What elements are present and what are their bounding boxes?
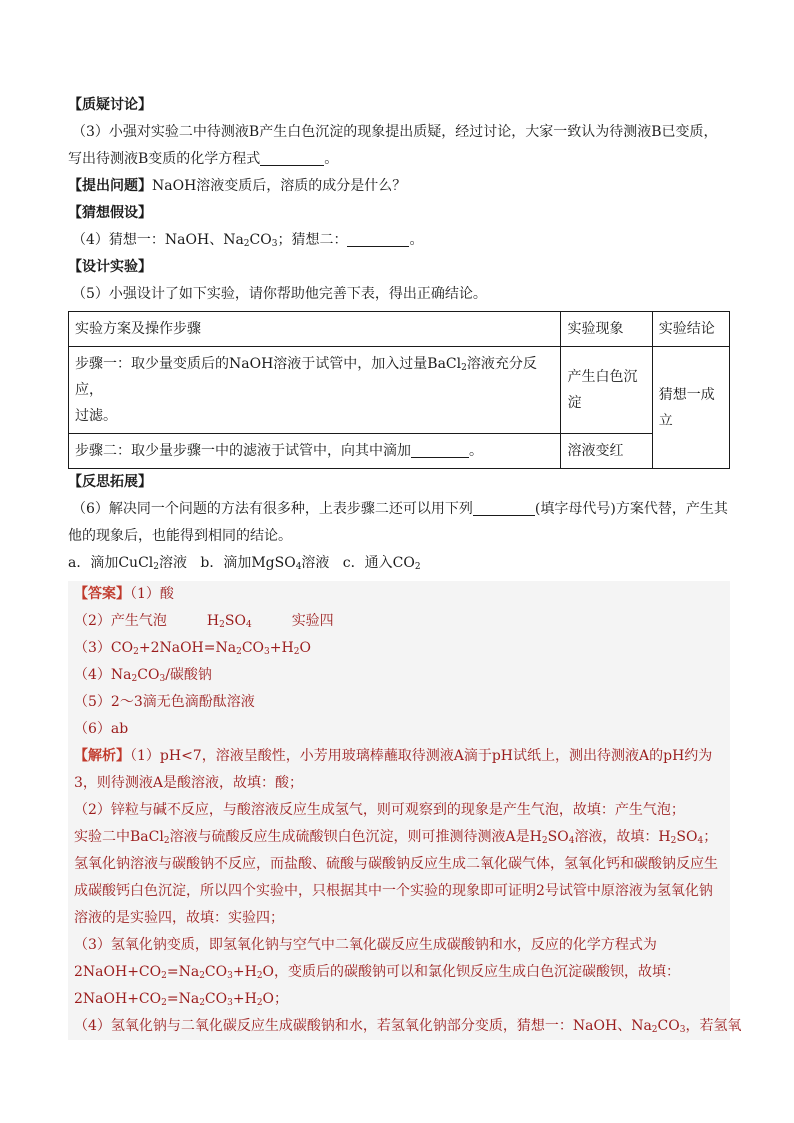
table-cell-conclusion: 猜想一成立 — [652, 347, 729, 469]
answer-blank-q5[interactable] — [411, 442, 469, 458]
table-cell-phenomenon1: 产生白色沉淀 — [561, 347, 652, 434]
document-page — [68, 92, 742, 1040]
table-row — [69, 347, 730, 434]
question-6-line2: 他的现象后，也能得到相同的结论。 — [68, 528, 292, 544]
options-line: a．滴加CuCl$_2$溶液 b．滴加MgSO$_4$溶液 c．通入$CO_2$ — [68, 555, 421, 572]
analysis-line-5: 氢氧化钠溶液与碳酸钠不反应，而盐酸、硫酸与碳酸钠反应生成二氧化碳气体，氢氧化钙和碳酸钠反应生 — [74, 856, 718, 872]
section-title-design: 【设计实验】 — [68, 259, 152, 275]
answer-line-3: $(3)CO_2+2NaOH=Na_2CO_3+H_2O$ — [74, 640, 311, 657]
question-6-line1: （6）解决同一个问题的方法有很多种，上表步骤二还可以用下列 (填字母代号)方案代替，产生其 — [72, 501, 728, 517]
experiment-table — [68, 311, 730, 469]
answer-blank-q3[interactable] — [260, 150, 324, 166]
analysis-line-10: $2NaOH+CO_2=Na_2CO_3+H_2O$； — [74, 991, 289, 1008]
question-5-line: （5）小强设计了如下实验，请你帮助他完善下表，得出正确结论。 — [72, 286, 487, 302]
analysis-line-6: 成碳酸钙白色沉淀，所以四个实验中，只根据其中一个实验的现象即可证明2号试管中原溶液为氢氧化钠 — [74, 883, 713, 899]
section-title-discuss: 【质疑讨论】 — [68, 97, 152, 113]
analysis-line-8: （3）氢氧化钠变质，即氢氧化钠与空气中二氧化碳反应生成碳酸钠和水，反应的化学方程式为 — [74, 937, 657, 953]
answer-line-2: （2）产生气泡 $H_2SO_4$ 实验四 — [74, 613, 334, 630]
section-title-reflect: 【反思拓展】 — [68, 474, 152, 490]
answer-line-5: （5）2～3滴无色滴酚酞溶液 — [74, 694, 255, 710]
analysis-line-7: 溶液的是实验四，故填：实验四； — [74, 910, 284, 926]
answer-line-6: （6）ab — [74, 721, 129, 737]
table-header-cell: 实验现象 — [561, 312, 652, 347]
table-header-cell: 实验方案及操作步骤 — [69, 312, 561, 347]
question-3-line1: （3）小强对实验二中待测液B产生白色沉淀的现象提出质疑，经过讨论，大家一致认为待测液B已变质， — [72, 124, 718, 140]
section-title-guess: 【猜想假设】 — [68, 205, 152, 221]
table-header-row — [69, 312, 730, 347]
analysis-line-4: 实验二中BaCl$_2$溶液与硫酸反应生成硫酸钡白色沉淀，则可推测待测液A是$H_2SO_4$溶液，故填：$H_2SO_4$； — [74, 829, 718, 846]
analysis-line-3: （2）锌粒与碱不反应，与酸溶液反应生成氢气，则可观察到的现象是产生气泡，故填：产生气泡； — [74, 802, 685, 818]
answer-analysis-box — [68, 581, 742, 1040]
analysis-line-9: $2NaOH+CO_2=Na_2CO_3+H_2O$，变质后的碳酸钠可以和氯化钡反应生成白色沉淀碳酸钡，故填： — [74, 964, 681, 981]
table-cell-phenomenon2: 溶液变红 — [561, 434, 652, 469]
answer-blank-q4[interactable] — [347, 231, 409, 247]
question-3-line2: 写出待测液B变质的化学方程式 。 — [68, 151, 339, 167]
ask-question-line: 【提出问题】NaOH溶液变质后，溶质的成分是什么？ — [68, 178, 407, 194]
table-cell-step2: 步骤二：取少量步骤一中的滤液于试管中，向其中滴加 。 — [69, 434, 561, 469]
answer-line-4: $(4)Na_2CO_3/$碳酸钠 — [74, 667, 212, 684]
table-cell-step1: 步骤一：取少量变质后的NaOH溶液于试管中，加入过量BaCl$_2$溶液充分反应， 过滤。 — [69, 347, 561, 434]
question-4-line: （4）猜想一：NaOH、$Na_2CO_3$；猜想二： 。 — [72, 232, 424, 249]
table-header-cell: 实验结论 — [652, 312, 729, 347]
answer-line-1: 【答案】（1）酸 — [74, 586, 174, 602]
table-row — [69, 434, 730, 469]
analysis-line-11: （4）氢氧化钠与二氧化碳反应生成碳酸钠和水，若氢氧化钠部分变质，猜想一：NaOH、$Na_2CO_3$，若氢氧 — [74, 1018, 742, 1035]
analysis-line-2: 3，则待测液A是酸溶液，故填：酸； — [74, 775, 304, 791]
answer-blank-q6[interactable] — [473, 500, 535, 516]
analysis-line-1: 【解析】（1）pH<7，溶液呈酸性，小芳用玻璃棒蘸取待测液A滴于pH试纸上，测出待测液A的pH约为 — [74, 748, 713, 764]
